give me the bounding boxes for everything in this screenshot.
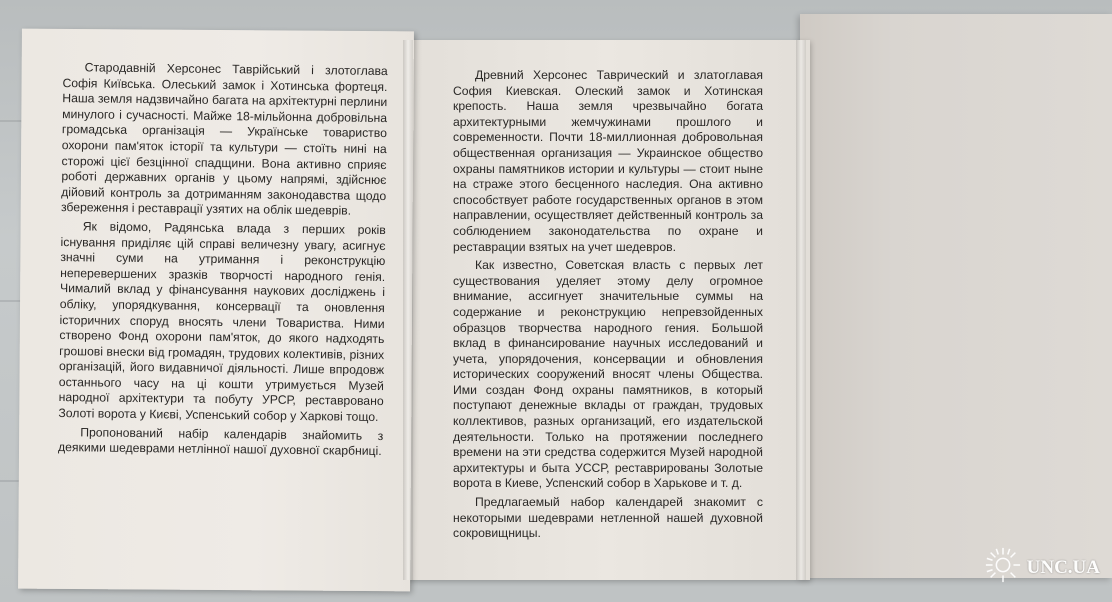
left-fold: [403, 40, 413, 580]
middle-paragraph-3: Предлагаемый набор календарей знакомит с некоторыми шедеврами нетленной нашей духовной сокровищницы.: [453, 495, 763, 541]
left-paragraph-3: Пропонований набір календарів знайомить з деякими шедеврами нетлінної нашої духовної скарбниці.: [57, 424, 384, 459]
middle-paragraph-1: Древний Херсонес Таврический и златоглавая София Киевская. Олеский замок и Хотинская крепость. Наша земля чрезвычайно богата архитектурными жемчужинами прошлого и современности. Почти 18-миллионная добровольная общественная организация — Украинское общество охраны памятников истории и культуры — стоит ныне на страже этого бесценного наследия. Она активно способствует работе государственных органов в этом направлении, осуществляет действенный контроль за соблюдением законодательства по охране и реставрации взятых на учет шедевров.: [453, 68, 763, 254]
sun-logo-icon: [984, 546, 1022, 590]
right-fold: [796, 40, 806, 580]
watermark-text: UNC.UA: [1026, 557, 1100, 578]
left-page-text: [58, 60, 388, 463]
left-paragraph-1: Стародавній Херсонес Таврійський і злотоглава Софія Київська. Олеський замок і Хотинська фортеця. Наша земля надзвичайно багата на архітектурні перлини минулого і сучасності. Майже 18-мільйонна добровільна громадська організація — Українське товариство охорони пам'яток історії та культури — стоїть нині на сторожі цієї безцінної спадщини. Вона активно сприяє роботі державних органів у цьому напрямі, здійснює дійовий контроль за дотриманням законодавства щодо збереження і реставрації узятих на облік шедеврів.: [60, 60, 388, 218]
middle-paragraph-2: Как известно, Советская власть с первых лет существования уделяет этому делу огромное внимание, ассигнует значительные суммы на содержание и реконструкцию непревзойденных образцов творчества народного гения. Большой вклад в финансирование научных исследований и учета, упорядочения, консервации и обновления исторических сооружений вносят члены Общества. Ими создан Фонд охраны памятников, в который поступают денежные вклады от граждан, трудовых коллективов, разных организаций, его издательской деятельности. Только на протяжении последнего времени на эти средства содержится Музей народной архитектуры и быта УССР, реставрированы Золотые ворота в Киеве, Успенский собор в Харькове и т. д.: [453, 258, 763, 491]
left-paragraph-2: Як відомо, Радянська влада з перших років існування приділяє цій справі величезну увагу, асигнує значні суми на утримання і реконструкцію неперевершених зразків творчості народного генія. Чималий вклад у фінансування наукових досліджень і обліку, упорядкування, консервації та оновлення історичних споруд вносять члени Товариства. Ними створено Фонд охорони пам'яток, до якого надходять грошові внески від громадян, трудових колективів, різних організацій, його видавничої діяльності. Лише впродовж останнього часу на ці кошти утримується Музей народної архітектури та побуту УРСР, реставровано Золоті ворота у Києві, Успенський собор у Харкові тощо.: [58, 219, 386, 425]
left-page: [18, 29, 414, 592]
right-blank-page: [800, 14, 1112, 578]
watermark: [984, 546, 1100, 590]
middle-page: [405, 40, 810, 580]
middle-page-text: [453, 68, 763, 545]
